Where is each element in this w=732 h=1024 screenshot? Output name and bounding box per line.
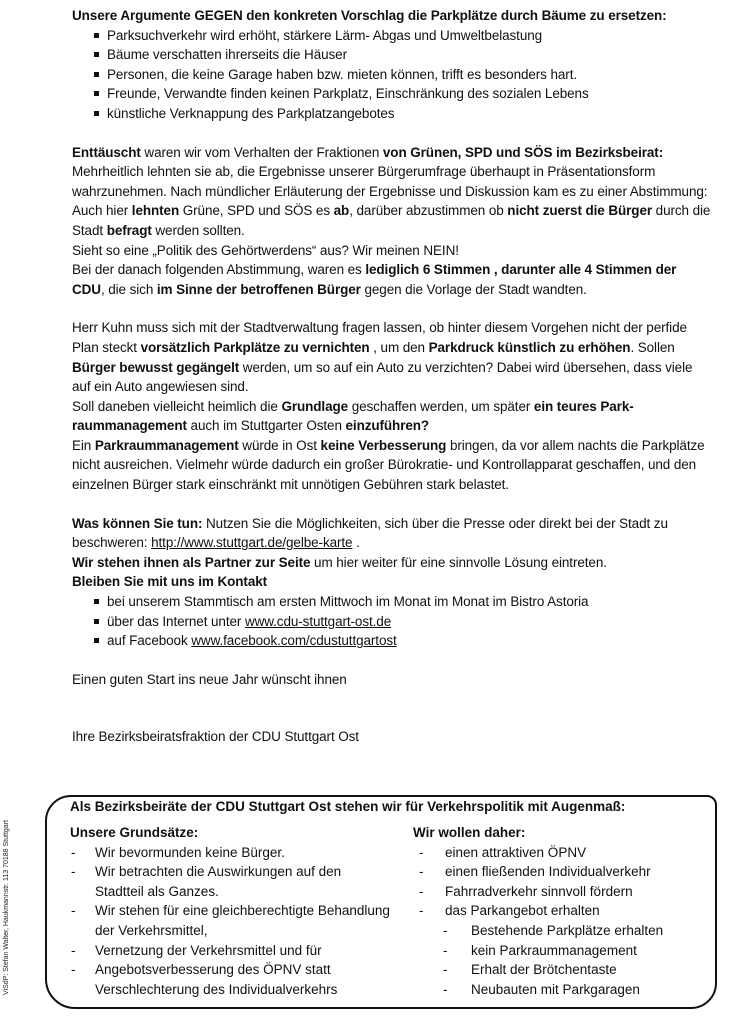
list-item: - Vernetzung der Verkehrsmittel und für [70,941,390,961]
contact-heading: Bleiben Sie mit uns im Kontakt [72,574,268,590]
arguments-heading: Unsere Argumente GEGEN den konkreten Vorschlag die Parkplätze durch Bäume zu ersetzen: [72,8,667,23]
list-item: - Erhalt der Brötchentaste [441,960,703,980]
arguments-list [72,26,712,124]
website-link[interactable]: www.cdu-stuttgart-ost.de [244,613,392,629]
principles-list [70,843,390,1000]
contact-list [72,592,712,651]
list-item: - Wir bevormunden keine Bürger. [70,843,390,863]
list-item: Parksuchverkehr wird erhöht, stärkere Lärm- Abgas und Umweltbelastung [94,26,712,46]
list-item: Freunde, Verwandte finden keinen Parkplatz, Einschränkung des sozialen Lebens [94,84,712,104]
list-item: - einen attraktiven ÖPNV [413,843,703,863]
list-item: - Bestehende Parkplätze erhalten [441,921,703,941]
list-item: - Angebotsverbesserung des ÖPNV statt Verschlechterung des Individualverkehrs [70,960,390,999]
list-item: - Wir betrachten die Auswirkungen auf den Stadtteil als Ganzes. [70,862,390,901]
list-item: - Fahrradverkehr sinnvoll fördern [413,882,703,902]
list-item: künstliche Verknappung des Parkplatzangebotes [94,104,712,124]
disappointed-paragraph: Enttäuscht waren wir vom Verhalten der Fraktionen von Grünen, SPD und SÖS im Bezirksbeirat: Mehrheitlich lehnten sie ab, die Ergebnisse unserer Bürgerumfrage überhaupt in Präsentationsform wahrzunehmen. Nach mündlicher Erläuterung der Ergebnisse und Diskussion kam es zu einer Abstimmung: Auch hier lehnten Grüne, SPD und SÖS es ab, darüber abzustimmen ob nicht zuerst die Bürger durch die Stadt befragt werden sollten. [72,144,711,238]
gelbe-karte-link[interactable]: http://www.stuttgart.de/gelbe-karte [151,535,353,551]
principles-column [70,823,390,999]
politik-line: Sieht so eine „Politik des Gehörtwerdens“ aus? Wir meinen NEIN! [72,242,459,258]
list-item: auf Facebook www.facebook.com/cdustuttgartost [94,631,712,651]
action-paragraph: Was können Sie tun: Nutzen Sie die Möglichkeiten, sich über die Presse oder direkt bei der Stadt zu beschweren: http://www.stuttgart.de/gelbe-karte . [72,515,668,551]
facebook-link[interactable]: www.facebook.com/cdustuttgartost [191,633,397,649]
list-item: - Wir stehen für eine gleichberechtigte Behandlung der Verkehrsmittel, [70,901,390,940]
goals-sub-list [441,921,703,999]
kuhn-paragraph: Herr Kuhn muss sich mit der Stadtverwaltung fragen lassen, ob hinter diesem Vorgehen nicht der perfide Plan steckt vorsätzlich Parkplätze zu vernichten , um den Parkdruck künstlich zu erhöhen. Sollen Bürger bewusst gegängelt werden, um so auf ein Auto zu verzichten? Dabei wird übersehen, dass viele auf ein Auto angewiesen sind. [72,320,693,395]
list-item: bei unserem Stammtisch am ersten Mittwoch im Monat im Monat im Bistro Astoria [94,592,712,612]
goals-heading: Wir wollen daher: [413,825,526,840]
goals-list [413,843,703,1000]
main-text [72,6,712,747]
grundlage-paragraph: Soll daneben vielleicht heimlich die Grundlage geschaffen werden, um später ein teures Parkraummanagement auch im Stuttgarter Osten einzuführen? [72,398,634,434]
imprint-side-text: ViSdP: Stefan Walter, Haukmannstr. 113 70188 Stuttgart [3,820,10,995]
list-item: - Neubauten mit Parkgaragen [441,980,703,1000]
list-item: - kein Parkraummanagement [441,941,703,961]
list-item: Personen, die keine Garage haben bzw. mieten können, trifft es besonders hart. [94,65,712,85]
list-item: über das Internet unter www.cdu-stuttgart-ost.de [94,612,712,632]
principles-heading: Unsere Grundsätze: [70,825,199,840]
partner-line: Wir stehen ihnen als Partner zur Seite um hier weiter für eine sinnvolle Lösung eintreten. [72,554,607,570]
box-title: Als Bezirksbeiräte der CDU Stuttgart Ost stehen wir für Verkehrspolitik mit Augenmaß: [70,799,626,814]
list-item: - das Parkangebot erhalten - Bestehende Parkplätze erhalten - kein Parkraummanagement - Erhalt der Brötchentaste - Neubauten mit Parkgaragen [413,901,703,999]
vote-paragraph: Bei der danach folgenden Abstimmung, waren es lediglich 6 Stimmen , darunter alle 4 Stimmen der CDU, die sich im Sinne der betroffenen Bürger gegen die Vorlage der Stadt wandten. [72,262,677,297]
goals-column [413,823,703,999]
parkraum-paragraph: Ein Parkraummanagement würde in Ost keine Verbesserung bringen, da vor allem nachts die Parkplätze nicht ausreichen. Vielmehr würde dadurch ein großer Bürokratie- und Kontrollapparat geschaffen, und den einzelnen Bürger stark einschränkt mit unnötigen Gebühren stark belastet. [72,437,705,493]
new-year-wish: Einen guten Start ins neue Jahr wünscht ihnen [72,671,347,687]
list-item: Bäume verschatten ihrerseits die Häuser [94,45,712,65]
list-item: - einen fließenden Individualverkehr [413,862,703,882]
signature: Ihre Bezirksbeiratsfraktion der CDU Stuttgart Ost [72,729,359,745]
